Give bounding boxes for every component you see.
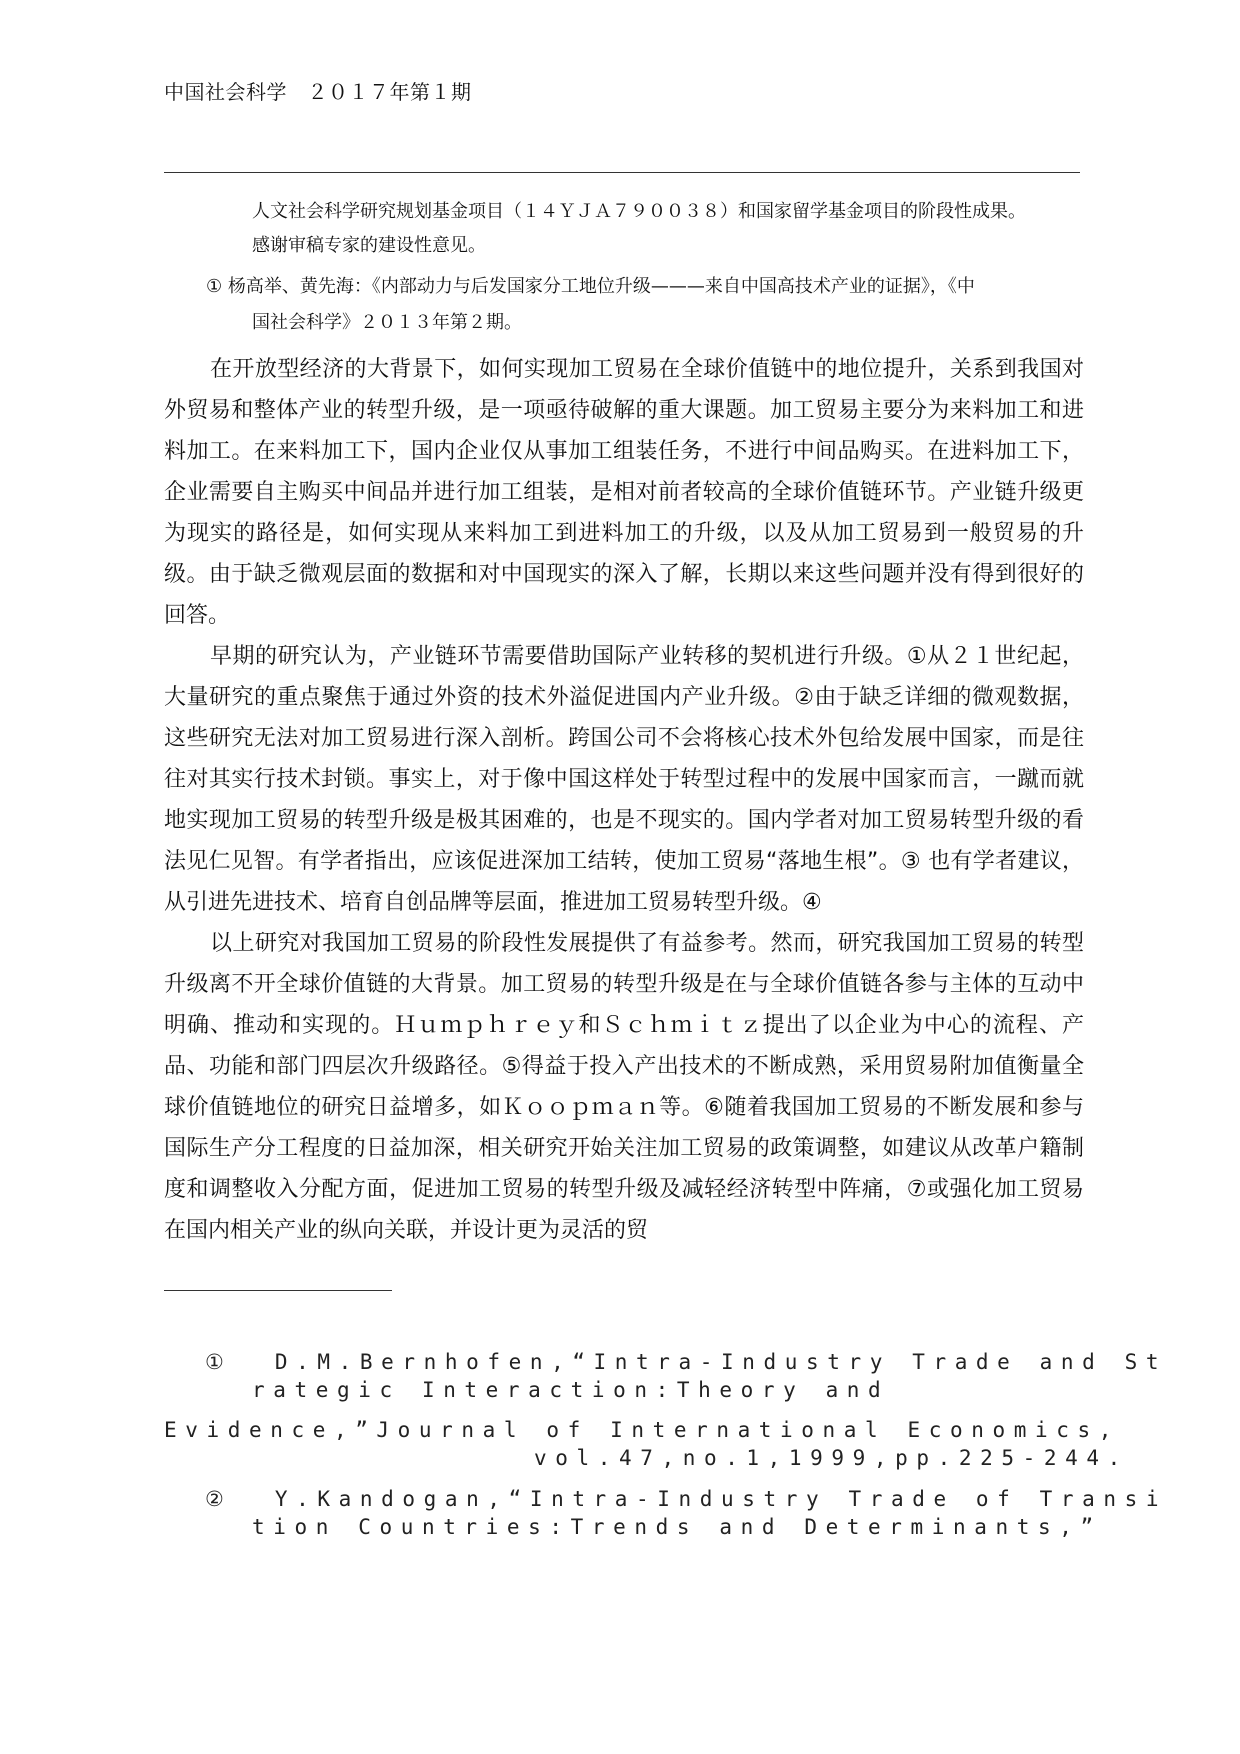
paragraph-2: 早期的研究认为，产业链环节需要借助国际产业转移的契机进行升级。①从２１世纪起，大量研究的重点聚焦于通过外资的技术外溢促进国内产业升级。②由于缺乏详细的微观数据，这些研究无法对加工贸易进行深入剖析。跨国公司不会将核心技术外包给发展中国家，而是往往对其实行技术封锁。事实上，对于像中国这样处于转型过程中的发展中国家而言，一蹴而就地实现加工贸易的转型升级是极其困难的，也是不现实的。国内学者对加工贸易转型升级的看法见仁见智。有学者指出，应该促进深加工结转，使加工贸易“落地生根”。③ 也有学者建议，从引进先进技术、培育自创品牌等层面，推进加工贸易转型升级。④ [164, 644, 1084, 915]
footnote-separator-bottom [164, 1290, 392, 1291]
paragraph-1: 在开放型经济的大背景下，如何实现加工贸易在全球价值链中的地位提升，关系到我国对外贸易和整体产业的转型升级，是一项亟待破解的重大课题。加工贸易主要分为来料加工和进料加工。在来料加工下，国内企业仅从事加工组装任务，不进行中间品购买。在进料加工下，企业需要自主购买中间品并进行加工组装，是相对前者较高的全球价值链环节。产业链升级更为现实的路径是，如何实现从来料加工到进料加工的升级，以及从加工贸易到一般贸易的升级。由于缺乏微观层面的数据和对中国现实的深入了解，长期以来这些问题并没有得到很好的回答。 [164, 357, 1084, 628]
footnote-1-line-1: ① 杨高举、黄先海：《内部动力与后发国家分工地位升级———来自中国高技术产业的证据》，《中 [206, 276, 975, 297]
reference-2-line-2: tion Countries:Trends and Determinants,” [252, 1515, 1102, 1539]
reference-1-line-1: ① D.M.Bernhofen,“Intra-Industry Trade and St [205, 1350, 1168, 1374]
reference-1-line-2: rategic Interaction:Theory and [252, 1378, 890, 1402]
footnote-1-line-2: 国社会科学》２０１３年第２期。 [252, 312, 522, 333]
running-header: 中国社会科学 ２０１７年第１期 [164, 80, 472, 104]
reference-2-line-1: ② Y.Kandogan,“Intra-Industry Trade of Transi [205, 1487, 1168, 1511]
reference-1-line-3: Evidence,”Journal of International Economics, [164, 1418, 1120, 1442]
body-text [164, 349, 1084, 1251]
footnote-separator-top [164, 172, 1080, 173]
paragraph-3: 以上研究对我国加工贸易的阶段性发展提供了有益参考。然而，研究我国加工贸易的转型升级离不开全球价值链的大背景。加工贸易的转型升级是在与全球价值链各参与主体的互动中明确、推动和实现的。Ｈｕｍｐｈｒｅｙ和Ｓｃｈｍｉｔｚ提出了以企业为中心的流程、产品、功能和部门四层次升级路径。⑤得益于投入产出技术的不断成熟，采用贸易附加值衡量全球价值链地位的研究日益增多，如Ｋｏｏｐｍａｎ等。⑥随着我国加工贸易的不断发展和参与国际生产分工程度的日益加深，相关研究开始关注加工贸易的政策调整，如建议从改革户籍制度和调整收入分配方面，促进加工贸易的转型升级及减轻经济转型中阵痛，⑦或强化加工贸易在国内相关产业的纵向关联，并设计更为灵活的贸 [164, 931, 1084, 1243]
reference-1-line-4: vol.47,no.1,1999,pp.225-244. [534, 1446, 1129, 1470]
funding-note-line-2: 感谢审稿专家的建设性意见。 [252, 235, 486, 256]
funding-note-line-1: 人文社会科学研究规划基金项目（１４ＹＪＡ７９００３８）和国家留学基金项目的阶段性成果。 [252, 201, 1026, 222]
